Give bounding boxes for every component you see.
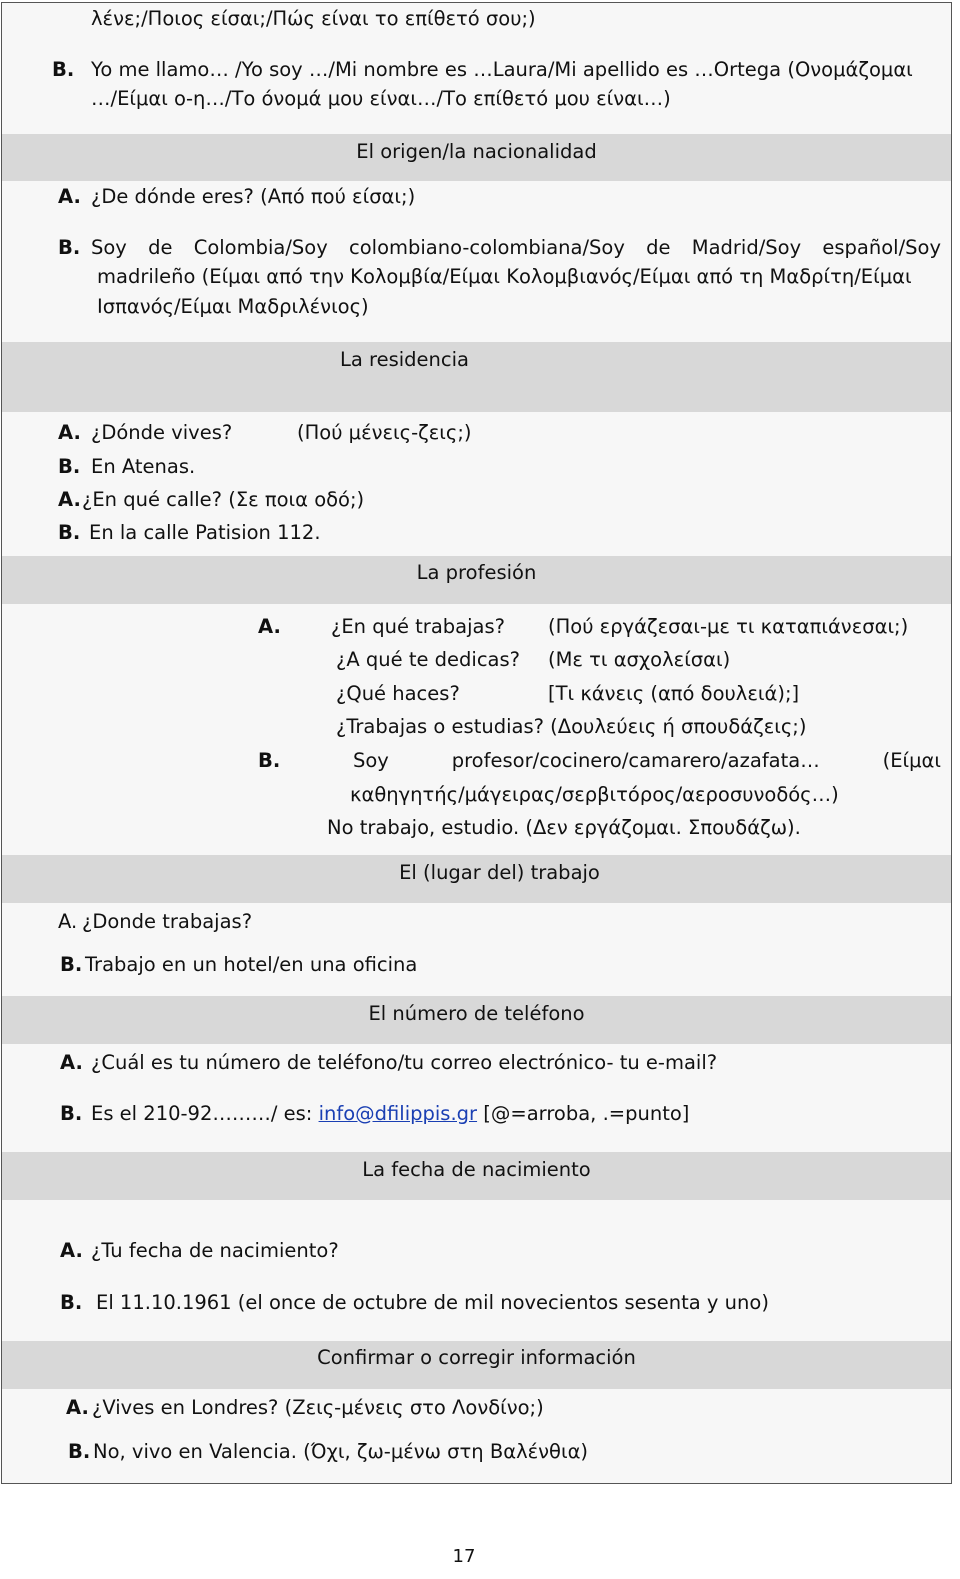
profesion-b-word: Soy	[353, 749, 389, 772]
residencia-a1-translation: (Πού μένεις-ζεις;)	[297, 421, 472, 444]
confirmar-a-label: A.	[66, 1396, 89, 1419]
origen-b-word: colombiano-colombiana/Soy	[349, 236, 625, 259]
profesion-b-line1	[353, 749, 941, 773]
confirmar-b-text: No, vivo en Valencia. (Όχι, ζω-μένω στη Βαλένθια)	[93, 1440, 589, 1463]
residencia-b1-text: En Atenas.	[91, 455, 196, 478]
telefono-b-line	[91, 1102, 689, 1126]
profesion-b-label: B.	[258, 749, 281, 772]
residencia-a2-text: ¿En qué calle? (Σε ποια οδό;)	[82, 488, 365, 511]
profesion-q4: ¿Trabajas o estudias? (Δουλεύεις ή σπουδάζεις;)	[336, 715, 807, 738]
profesion-q3-translation: [Τι κάνεις (από δουλειά);]	[548, 682, 800, 705]
residencia-b1-label: B.	[58, 455, 81, 478]
heading-nacimiento: La fecha de nacimiento	[362, 1158, 591, 1181]
heading-telefono: El número de teléfono	[368, 1002, 585, 1025]
origen-b-word: de	[148, 236, 173, 259]
origen-b-line2: madrileño (Είμαι από την Κολομβία/Είμαι Κολομβιανός/Είμαι από τη Μαδρίτη/Είμαι	[97, 265, 912, 288]
trabajo-a-label: A.	[58, 910, 78, 933]
intro-b-line1: Yo me llamo… /Yo soy …/Mi nombre es …Laura/Mi apellido es …Ortega (Ονομάζομαι	[91, 58, 913, 81]
email-link[interactable]: info@dfilippis.gr	[318, 1102, 478, 1125]
heading-origen: El origen/la nacionalidad	[356, 140, 597, 163]
origen-a-text: ¿De dónde eres? (Από πού είσαι;)	[91, 185, 416, 208]
intro-line-a-tail: λένε;/Ποιος είσαι;/Πώς είναι το επίθετό σου;)	[91, 7, 536, 30]
telefono-a-text: ¿Cuál es tu número de teléfono/tu correo electrónico- tu e-mail?	[91, 1051, 718, 1074]
page-number: 17	[452, 1546, 476, 1567]
profesion-b-line2: καθηγητής/μάγειρας/σερβιτόρος/αεροσυνοδός…)	[350, 783, 839, 806]
heading-confirmar: Confirmar o corregir información	[317, 1346, 636, 1369]
nacimiento-b-text: El 11.10.1961 (el once de octubre de mil novecientos sesenta y uno)	[96, 1291, 769, 1314]
residencia-a2-label: A.	[58, 488, 81, 511]
residencia-b2-label: B.	[58, 521, 81, 544]
profesion-b-word: (Είμαι	[882, 749, 941, 772]
telefono-b-prefix: Es el 210-92………/ es:	[91, 1102, 313, 1125]
intro-b-label: B.	[52, 58, 75, 81]
trabajo-a-text: ¿Donde trabajas?	[82, 910, 253, 933]
residencia-b2-text: En la calle Patision 112.	[89, 521, 321, 544]
origen-b-word: Colombia/Soy	[193, 236, 328, 259]
profesion-q3: ¿Qué haces?	[336, 682, 460, 705]
telefono-b-label: B.	[60, 1102, 83, 1125]
profesion-q2-translation: (Με τι ασχολείσαι)	[548, 648, 731, 671]
origen-a-label: A.	[58, 185, 81, 208]
profesion-q1-translation: (Πού εργάζεσαι-με τι καταπιάνεσαι;)	[548, 615, 909, 638]
confirmar-b-label: B.	[68, 1440, 91, 1463]
telefono-a-label: A.	[60, 1051, 83, 1074]
origen-b-word: Soy	[91, 236, 127, 259]
trabajo-b-text: Trabajo en un hotel/en una oficina	[85, 953, 418, 976]
profesion-a-label: A.	[258, 615, 281, 638]
residencia-a1-text: ¿Dónde vives?	[91, 421, 233, 444]
heading-profesion: La profesión	[416, 561, 537, 584]
heading-trabajo: El (lugar del) trabajo	[399, 861, 600, 884]
heading-residencia: La residencia	[340, 348, 469, 371]
residencia-a1-label: A.	[58, 421, 81, 444]
confirmar-a-text: ¿Vives en Londres? (Ζεις-μένεις στο Λονδίνο;)	[92, 1396, 544, 1419]
nacimiento-b-label: B.	[60, 1291, 83, 1314]
profesion-b-word: profesor/cocinero/camarero/azafata…	[451, 749, 820, 772]
origen-b-label: B.	[58, 236, 81, 259]
origen-b-line3: Ισπανός/Είμαι Μαδριλένιος)	[97, 295, 369, 318]
origen-b-word: español/Soy	[822, 236, 941, 259]
nacimiento-a-text: ¿Tu fecha de nacimiento?	[91, 1239, 339, 1262]
profesion-q1: ¿En qué trabajas?	[331, 615, 505, 638]
origen-b-line1	[91, 236, 941, 260]
origen-b-word: Madrid/Soy	[691, 236, 802, 259]
trabajo-b-label: B.	[60, 953, 83, 976]
profesion-b-line3: No trabajo, estudio. (Δεν εργάζομαι. Σπουδάζω).	[327, 816, 801, 839]
nacimiento-a-label: A.	[60, 1239, 83, 1262]
telefono-b-suffix: [@=arroba, .=punto]	[483, 1102, 690, 1125]
intro-b-line2: …/Είμαι ο-η…/Το όνομά μου είναι…/Το επίθετό μου είναι…)	[91, 87, 671, 110]
profesion-q2: ¿A qué te dedicas?	[336, 648, 521, 671]
origen-b-word: de	[646, 236, 671, 259]
